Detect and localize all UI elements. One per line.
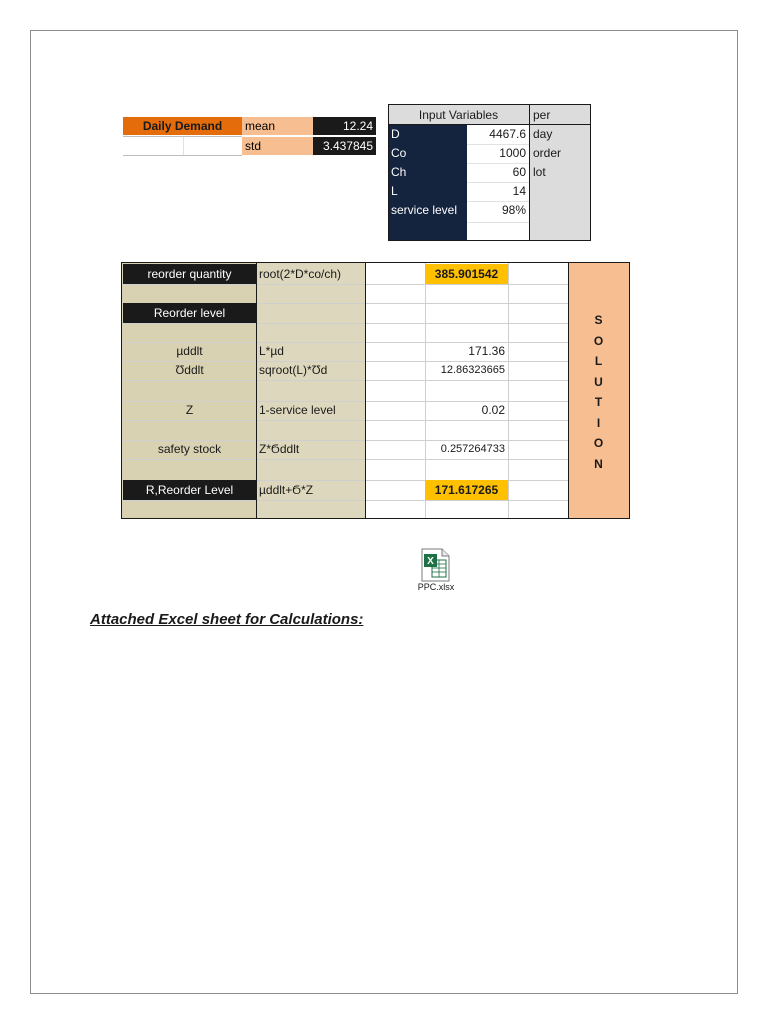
input-variables-header: Input Variables (418, 108, 499, 122)
std-value: 3.437845 (313, 137, 376, 155)
grid-line (123, 155, 242, 156)
daily-demand-label: Daily Demand (123, 117, 242, 135)
input-value-ch: 60 (512, 165, 526, 179)
solution-letter: T (594, 395, 603, 409)
input-value-co: 1000 (499, 146, 526, 160)
per-header: per (533, 108, 551, 122)
input-label-ch: Ch (391, 165, 407, 179)
reorder-level-header: Reorder level (123, 303, 256, 323)
input-label-l: L (391, 184, 398, 198)
solution-letter: N (594, 456, 603, 471)
solution-letter: O (593, 333, 604, 348)
sigma-ddlt-label: Ʊddlt (175, 363, 204, 377)
solution-letter: I (596, 415, 601, 430)
solution-table-border (121, 262, 630, 519)
input-per-service-level (530, 201, 590, 222)
input-value-d: 4467.6 (489, 127, 526, 141)
input-label-co: Co (391, 146, 407, 160)
safety-stock-value: 0.257264733 (440, 443, 505, 455)
safety-stock-label: safety stock (157, 442, 222, 456)
mu-ddlt-formula: L*µd (259, 344, 284, 358)
reorder-quantity-label: reorder quantity (123, 264, 256, 284)
excel-file-icon (412, 548, 460, 582)
reorder-level-formula: µddlt+Ϭ*Z (259, 483, 314, 497)
solution-letter: U (594, 374, 603, 389)
input-value-service-level: 98% (501, 203, 526, 217)
attachment-filename: PPC.xlsx (417, 582, 455, 592)
excel-attachment[interactable] (412, 548, 460, 594)
input-per-l (530, 182, 590, 201)
z-value: 0.02 (481, 403, 505, 417)
grid-line (467, 222, 529, 223)
grid-line (467, 201, 529, 202)
r-reorder-level-label: R,Reorder Level (123, 480, 256, 500)
grid-line (467, 144, 529, 145)
attachment-heading: Attached Excel sheet for Calculations: (90, 611, 364, 628)
mean-value: 12.24 (313, 117, 376, 135)
z-label: Z (185, 403, 194, 417)
mu-ddlt-label: µddlt (176, 344, 203, 358)
reorder-quantity-value: 385.901542 (425, 264, 508, 284)
reorder-quantity-formula: root(2*D*co/ch) (259, 267, 342, 281)
input-per-d: day (533, 127, 553, 141)
input-label-d: D (391, 127, 400, 141)
input-per-ch: lot (533, 165, 546, 179)
grid-line (467, 182, 529, 183)
sigma-ddlt-formula: sqroot(L)*Ʊd (259, 363, 328, 377)
std-label: std (242, 137, 313, 155)
mu-ddlt-value: 171.36 (468, 344, 505, 358)
solution-letter: O (593, 436, 604, 450)
reorder-level-value: 171.617265 (425, 480, 508, 500)
input-per-co: order (533, 146, 562, 160)
z-formula: 1-service level (259, 403, 336, 417)
safety-stock-formula: Z*Ϭddlt (259, 442, 300, 456)
solution-letter: S (594, 313, 603, 327)
grid-line (183, 137, 184, 155)
sigma-ddlt-value: 12.86323665 (440, 364, 505, 376)
input-value-l: 14 (512, 184, 526, 198)
grid-line (467, 163, 529, 164)
svg-text:X: X (427, 556, 434, 567)
mean-label: mean (242, 117, 313, 135)
input-label-service-level: service level (391, 203, 458, 217)
solution-letter: L (594, 354, 603, 368)
